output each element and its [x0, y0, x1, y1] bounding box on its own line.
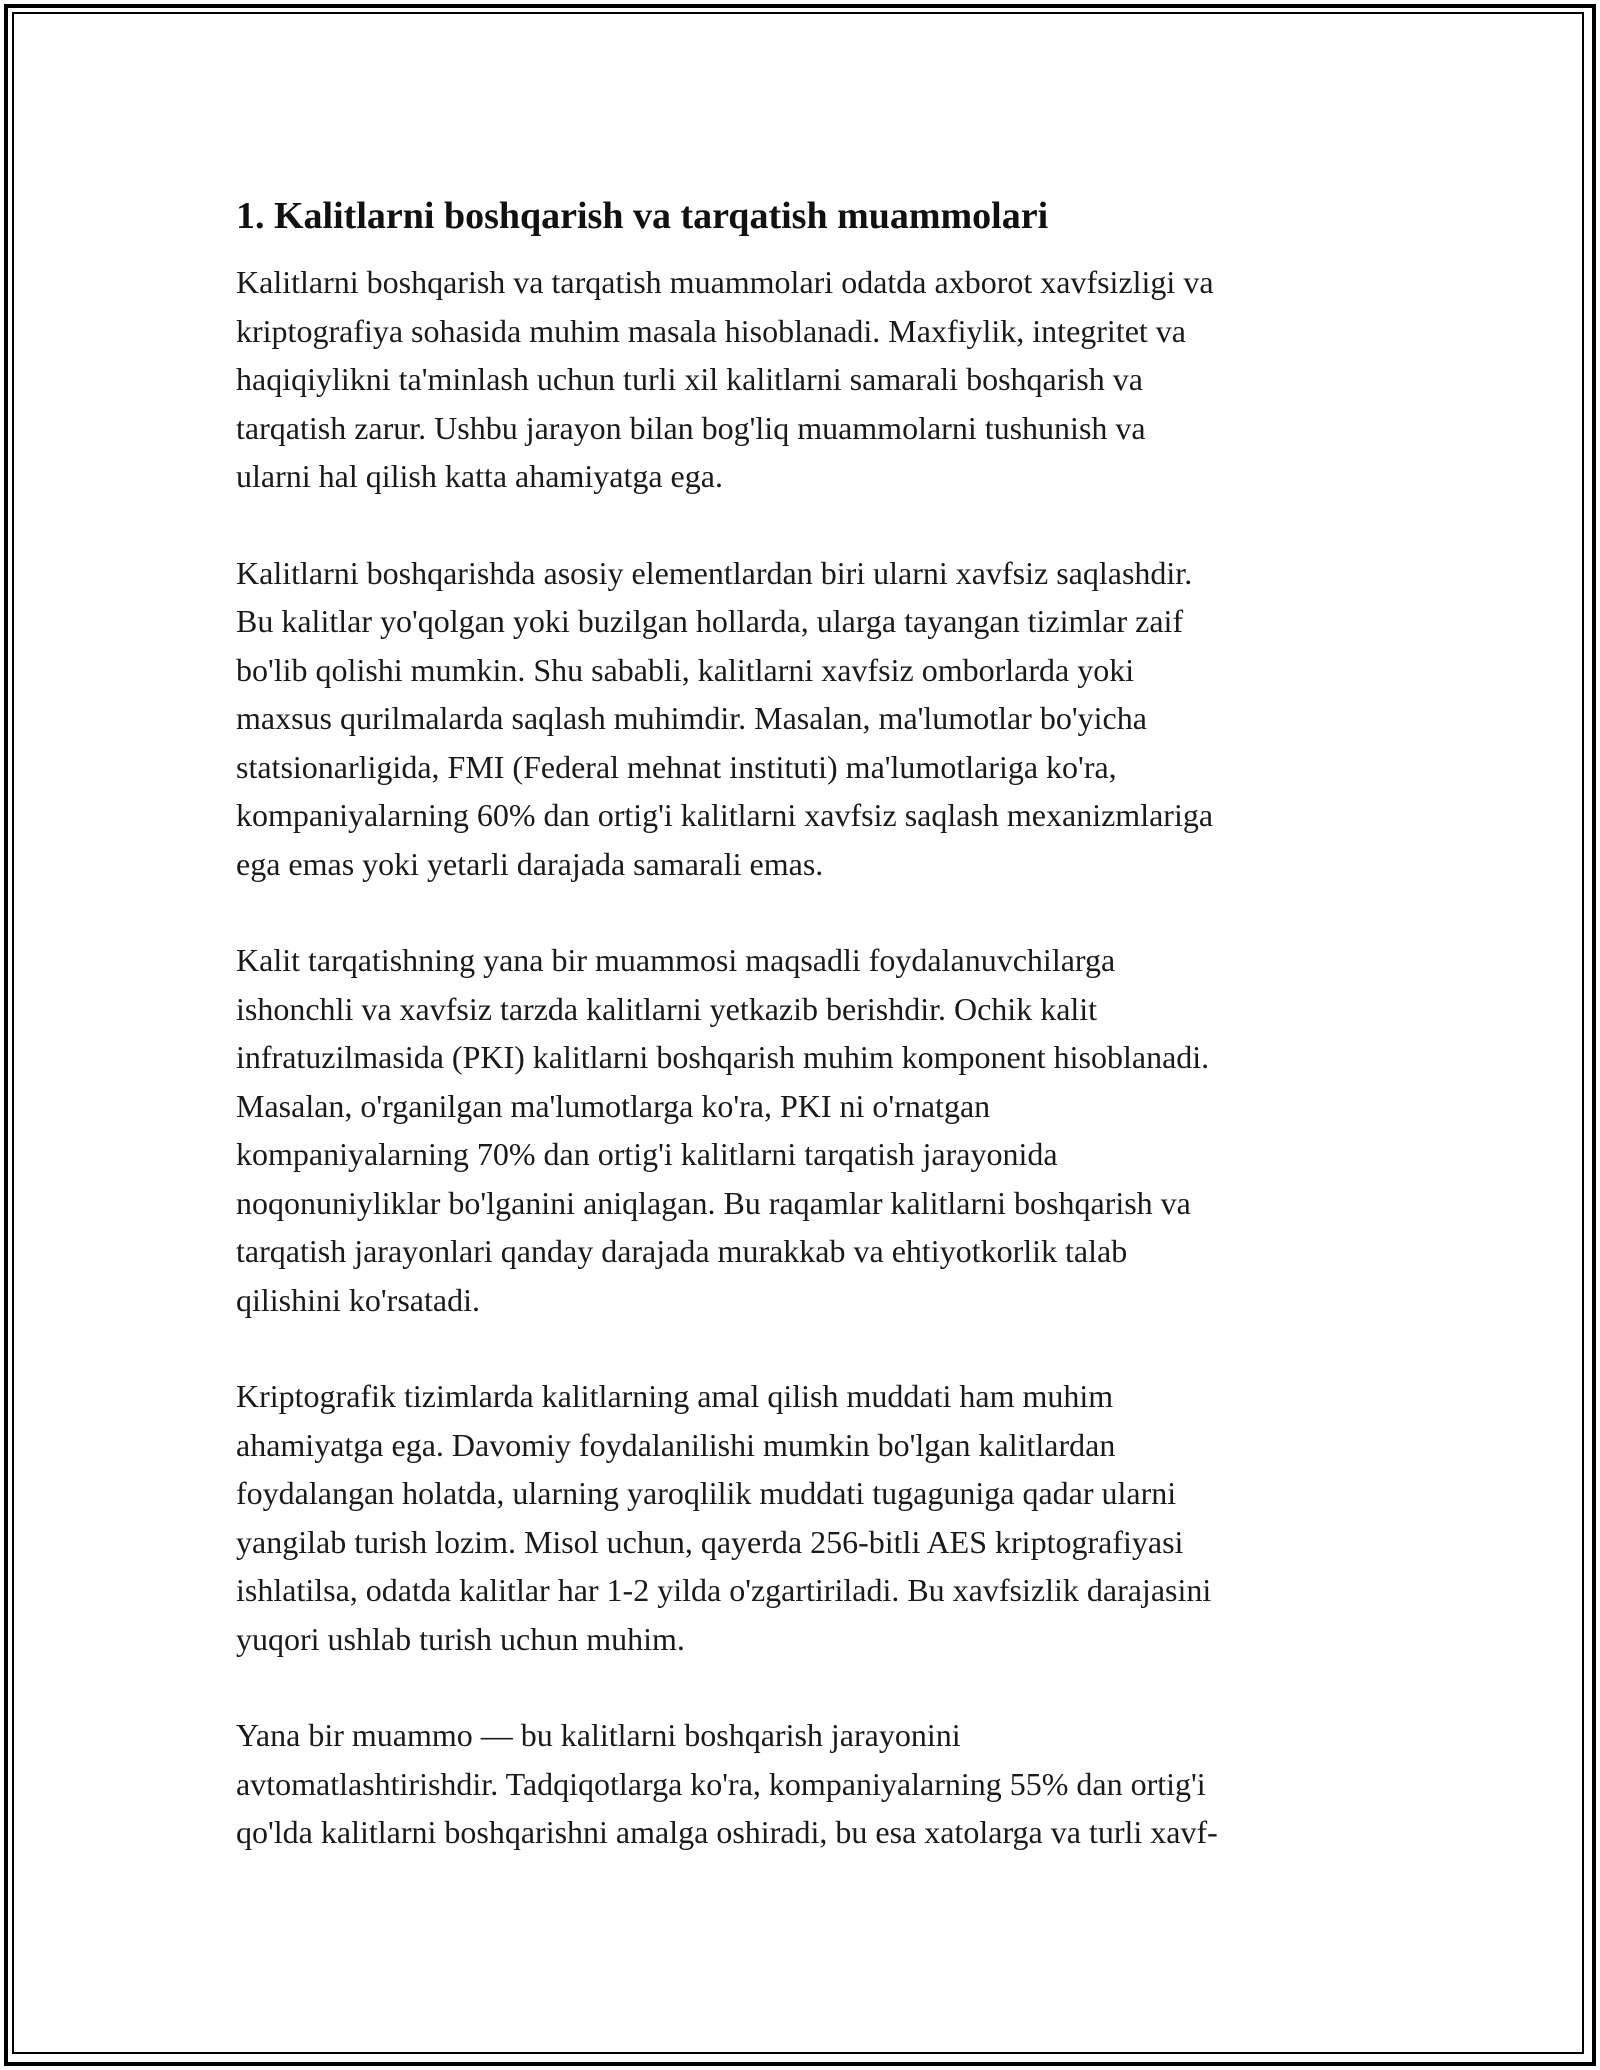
text-line: bo'lib qolishi mumkin. Shu sababli, kalitlarni xavfsiz omborlarda yoki	[236, 651, 1135, 688]
paragraph-4	[236, 1372, 1386, 1663]
text-line: infratuzilmasida (PKI) kalitlarni boshqarish muhim komponent hisoblanadi.	[236, 1039, 1210, 1075]
text-line: haqiqiylikni ta'minlash uchun turli xil kalitlarni samarali boshqarish va	[236, 361, 1143, 397]
text-line: avtomatlashtirishdir. Tadqiqotlarga ko'ra, kompaniyalarning 55% dan ortig'i	[236, 1765, 1206, 1802]
text-line: statsionarligida, FMI (Federal mehnat instituti) ma'lumotlariga ko'ra,	[236, 748, 1117, 785]
text-line: kompaniyalarning 60% dan ortig'i kalitlarni xavfsiz saqlash mexanizmlariga	[236, 797, 1214, 833]
text-line: yuqori ushlab turish uchun muhim.	[236, 1620, 685, 1657]
text-line: Kalitlarni boshqarishda asosiy elementlardan biri ularni xavfsiz saqlashdir.	[236, 554, 1193, 591]
text-line: ishlatilsa, odatda kalitlar har 1-2 yilda o'zgartiriladi. Bu xavfsizlik darajasini	[236, 1572, 1212, 1608]
text-line: ishonchli va xavfsiz tarzda kalitlarni yetkazib berishdir. Ochik kalit	[236, 990, 1098, 1027]
text-line: noqonuniyliklar bo'lganini aniqlagan. Bu raqamlar kalitlarni boshqarish va	[236, 1184, 1191, 1221]
text-line: Kalit tarqatishning yana bir muammosi maqsadli foydalanuvchilarga	[236, 942, 1116, 978]
text-line: Masalan, o'rganilgan ma'lumotlarga ko'ra, PKI ni o'rnatgan	[236, 1087, 991, 1124]
text-line: ularni hal qilish katta ahamiyatga ega.	[236, 458, 723, 494]
paragraph-5	[236, 1711, 1386, 1857]
text-line: ega emas yoki yetarli darajada samarali emas.	[236, 845, 824, 882]
text-line: foydalangan holatda, ularning yaroqlilik muddati tugaguniga qadar ularni	[236, 1475, 1177, 1511]
document-body	[236, 188, 1386, 1905]
paragraph-3	[236, 936, 1386, 1324]
text-line: tarqatish jarayonlari qanday darajada murakkab va ehtiyotkorlik talab	[236, 1233, 1128, 1269]
paragraph-2	[236, 549, 1386, 889]
text-line: qilishini ko'rsatadi.	[236, 1281, 480, 1318]
paragraph-1	[236, 258, 1386, 501]
text-line: maxsus qurilmalarda saqlash muhimdir. Masalan, ma'lumotlar bo'yicha	[236, 700, 1147, 736]
text-line: Yana bir muammo — bu kalitlarni boshqarish jarayonini	[236, 1717, 961, 1753]
text-line: qo'lda kalitlarni boshqarishni amalga oshiradi, bu esa xatolarga va turli xavf-	[236, 1814, 1218, 1850]
text-line: tarqatish zarur. Ushbu jarayon bilan bog'liq muammolarni tushunish va	[236, 409, 1146, 446]
text-line: Kriptografik tizimlarda kalitlarning amal qilish muddati ham muhim	[236, 1378, 1114, 1414]
text-line: kompaniyalarning 70% dan ortig'i kalitlarni tarqatish jarayonida	[236, 1136, 1058, 1172]
text-line: ahamiyatga ega. Davomiy foydalanilishi mumkin bo'lgan kalitlardan	[236, 1426, 1116, 1463]
text-line: Bu kalitlar yo'qolgan yoki buzilgan hollarda, ularga tayangan tizimlar zaif	[236, 603, 1184, 639]
section-heading: 1. Kalitlarni boshqarish va tarqatish muammolari	[236, 195, 1049, 237]
text-line: kriptografiya sohasida muhim masala hisoblanadi. Maxfiylik, integritet va	[236, 312, 1186, 349]
text-line: Kalitlarni boshqarish va tarqatish muammolari odatda axborot xavfsizligi va	[236, 264, 1214, 300]
text-line: yangilab turish lozim. Misol uchun, qayerda 256-bitli AES kriptografiyasi	[236, 1523, 1184, 1560]
